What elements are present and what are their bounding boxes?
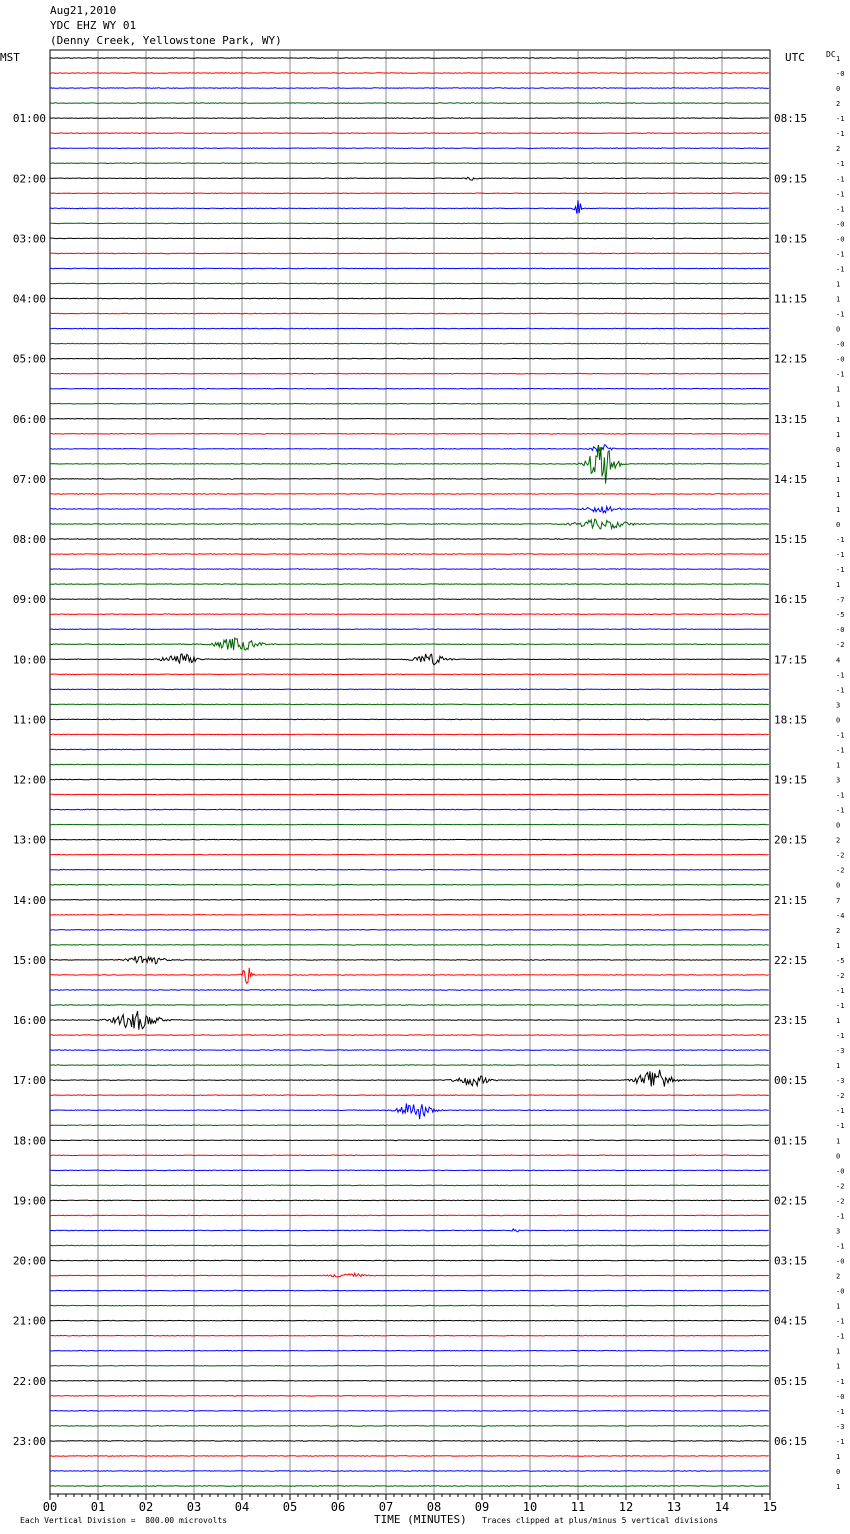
dc-offset-label: -1: [836, 1032, 845, 1041]
dc-offset-label: -1: [836, 1377, 845, 1386]
right-hour-label: 03:15: [774, 1254, 808, 1268]
seismic-trace: [50, 1215, 769, 1216]
dc-offset-label: 0: [836, 520, 841, 529]
seismic-trace: [50, 1185, 769, 1186]
seismic-trace: [50, 223, 769, 224]
seismic-trace: [50, 373, 769, 374]
left-hour-label: 17:00: [12, 1074, 46, 1088]
x-tick-label: 02: [138, 1500, 154, 1514]
dc-offset-label: -5: [836, 611, 845, 620]
seismic-trace: [50, 968, 769, 984]
dc-offset-label: -1: [836, 731, 845, 740]
left-hour-label: 11:00: [12, 713, 46, 727]
right-hour-label: 02:15: [774, 1194, 808, 1208]
seismic-trace: [50, 584, 769, 585]
dc-offset-label: -1: [836, 310, 845, 319]
dc-offset-label: -0: [836, 340, 845, 349]
dc-offset-label: -0: [836, 220, 845, 229]
seismic-trace: [50, 118, 769, 119]
left-hour-label: 19:00: [12, 1194, 46, 1208]
seismic-trace: [50, 1486, 769, 1487]
dc-offset-label: -3: [836, 1422, 845, 1431]
dc-offset-label: -0: [836, 1167, 845, 1176]
dc-offset-label: 0: [836, 445, 841, 454]
dc-offset-label: 1: [836, 1137, 841, 1146]
left-hour-label: 05:00: [12, 352, 46, 366]
dc-offset-label: 0: [836, 1467, 841, 1476]
seismic-trace: [50, 569, 769, 570]
dc-offset-label: 1: [836, 295, 841, 304]
left-hour-label: 06:00: [12, 412, 46, 426]
dc-offset-label: 2: [836, 836, 841, 845]
dc-offset-label: -1: [836, 160, 845, 169]
dc-offset-label: -1: [836, 1317, 845, 1326]
seismic-trace: [50, 268, 769, 269]
seismic-trace: [50, 1426, 769, 1427]
seismic-trace: [50, 809, 769, 810]
dc-offset-label: 2: [836, 145, 841, 154]
dc-offset-label: -1: [836, 250, 845, 259]
dc-offset-label: -1: [836, 1242, 845, 1251]
dc-offset-label: 0: [836, 716, 841, 725]
dc-offset-label: -2: [836, 851, 845, 860]
seismic-trace: [50, 1350, 769, 1351]
seismic-trace: [50, 343, 769, 344]
right-timezone-label: UTC: [785, 51, 805, 64]
seismic-trace: [50, 599, 769, 600]
scale-note: Each Vertical Division = 800.00 microvolts: [20, 1516, 228, 1525]
left-hour-label: 18:00: [12, 1134, 46, 1148]
right-hour-label: 16:15: [774, 593, 808, 607]
seismic-trace: [50, 1381, 769, 1382]
dc-offset-label: -0: [836, 1257, 845, 1266]
dc-offset-label: -2: [836, 641, 845, 650]
seismic-trace: [50, 479, 769, 480]
x-tick-label: 03: [186, 1500, 202, 1514]
x-tick-label: 01: [90, 1500, 106, 1514]
seismic-trace: [50, 103, 769, 104]
x-axis-label: TIME (MINUTES): [374, 1513, 467, 1526]
seismic-trace: [50, 794, 769, 795]
dc-offset-label: -1: [836, 671, 845, 680]
left-hour-label: 09:00: [12, 593, 46, 607]
right-hour-label: 05:15: [774, 1374, 808, 1388]
dc-offset-label: 1: [836, 1362, 841, 1371]
seismic-trace: [50, 764, 769, 765]
plot-date: Aug21,2010: [50, 4, 117, 17]
dc-offset-label: 0: [836, 325, 841, 334]
seismic-trace: [50, 73, 769, 74]
dc-offset-label: 1: [836, 280, 841, 289]
dc-offset-label: 1: [836, 1302, 841, 1311]
seismic-trace: [50, 1035, 769, 1036]
dc-offset-label: 0: [836, 1152, 841, 1161]
dc-offset-label: 1: [836, 1347, 841, 1356]
dc-offset-label: 0: [836, 821, 841, 830]
dc-offset-label: 2: [836, 100, 841, 109]
dc-offset-label: -5: [836, 956, 845, 965]
seismic-trace: [50, 638, 769, 650]
left-hour-label: 23:00: [12, 1434, 46, 1448]
seismic-trace: [50, 253, 769, 254]
seismic-trace: [50, 839, 769, 840]
seismic-trace: [50, 238, 769, 239]
dc-offset-label: 1: [836, 581, 841, 590]
seismic-trace: [50, 749, 769, 750]
dc-offset-label: 1: [836, 475, 841, 484]
dc-offset-label: 3: [836, 701, 841, 710]
dc-offset-label: 2: [836, 926, 841, 935]
seismic-trace: [50, 419, 769, 420]
dc-offset-label: 1: [836, 1062, 841, 1071]
right-hour-label: 14:15: [774, 472, 808, 486]
left-hour-label: 10:00: [12, 653, 46, 667]
left-hour-label: 14:00: [12, 893, 46, 907]
dc-offset-label: 1: [836, 1017, 841, 1026]
dc-offset-label: -1: [836, 1407, 845, 1416]
dc-offset-label: -1: [836, 265, 845, 274]
dc-offset-label: 1: [836, 55, 841, 63]
dc-offset-label: -0: [836, 70, 845, 79]
x-tick-label: 13: [666, 1500, 682, 1514]
x-tick-label: 14: [714, 1500, 730, 1514]
dc-offset-label: -1: [836, 130, 845, 139]
seismic-trace: [50, 884, 769, 885]
seismic-trace: [50, 1095, 769, 1096]
dc-offset-label: 1: [836, 385, 841, 394]
seismic-trace: [50, 58, 769, 59]
dc-offset-label: -1: [836, 686, 845, 695]
dc-offset-label: 0: [836, 85, 841, 94]
x-tick-label: 10: [522, 1500, 538, 1514]
seismic-trace: [50, 900, 769, 901]
dc-offset-label: -1: [836, 536, 845, 545]
seismic-trace: [50, 519, 769, 529]
dc-offset-label: -0: [836, 1392, 845, 1401]
seismic-trace: [50, 283, 769, 284]
dc-offset-label: -1: [836, 1212, 845, 1221]
dc-offset-label: -3: [836, 1077, 845, 1086]
seismic-trace: [50, 689, 769, 690]
x-tick-label: 15: [762, 1500, 778, 1514]
right-hour-label: 23:15: [774, 1014, 808, 1028]
seismic-trace: [50, 945, 769, 946]
right-hour-label: 09:15: [774, 172, 808, 186]
seismic-trace: [50, 1335, 769, 1336]
seismic-trace: [50, 434, 769, 435]
seismic-trace: [50, 990, 769, 991]
x-tick-label: 09: [474, 1500, 490, 1514]
dc-offset-label: -1: [836, 791, 845, 800]
dc-offset-label: 1: [836, 400, 841, 409]
clip-note: Traces clipped at plus/minus 5 vertical divisions: [482, 1516, 719, 1525]
right-hour-label: 08:15: [774, 112, 808, 126]
seismic-trace: [50, 1170, 769, 1171]
seismic-trace: [50, 539, 769, 540]
seismic-trace: [50, 654, 769, 665]
seismic-trace: [50, 1140, 769, 1141]
dc-label: DC: [826, 50, 836, 59]
dc-offset-label: -2: [836, 1092, 845, 1101]
dc-offset-label: 1: [836, 415, 841, 424]
seismic-trace: [50, 298, 769, 299]
seismic-trace: [50, 1320, 769, 1321]
dc-offset-label: -1: [836, 205, 845, 214]
seismic-trace: [50, 445, 769, 483]
seismic-trace: [50, 869, 769, 870]
seismic-trace: [50, 163, 769, 164]
right-hour-label: 11:15: [774, 292, 808, 306]
seismic-trace: [50, 1365, 769, 1366]
seismic-trace: [50, 1104, 769, 1120]
dc-offset-label: 1: [836, 1483, 841, 1491]
left-hour-label: 04:00: [12, 292, 46, 306]
dc-offset-label: -1: [836, 551, 845, 560]
seismic-trace: [50, 1273, 769, 1277]
right-hour-label: 12:15: [774, 352, 808, 366]
dc-offset-label: 3: [836, 1227, 841, 1236]
dc-offset-label: -0: [836, 626, 845, 635]
dc-offset-label: -1: [836, 1437, 845, 1446]
x-tick-label: 11: [570, 1500, 586, 1514]
seismic-trace: [50, 494, 769, 495]
seismic-trace: [50, 1456, 769, 1457]
right-hour-label: 13:15: [774, 412, 808, 426]
seismic-trace: [50, 1441, 769, 1442]
dc-offset-label: -2: [836, 866, 845, 875]
right-hour-label: 00:15: [774, 1074, 808, 1088]
right-hour-label: 20:15: [774, 833, 808, 847]
x-tick-label: 00: [42, 1500, 58, 1514]
left-hour-label: 16:00: [12, 1014, 46, 1028]
dc-offset-label: 2: [836, 1272, 841, 1281]
seismic-trace: [50, 507, 769, 513]
seismic-trace: [50, 1155, 769, 1156]
seismic-trace: [50, 358, 769, 359]
dc-offset-label: 1: [836, 505, 841, 514]
dc-offset-label: -0: [836, 355, 845, 364]
dc-offset-label: -1: [836, 1107, 845, 1116]
seismic-trace: [50, 1200, 769, 1201]
right-hour-label: 21:15: [774, 893, 808, 907]
dc-offset-label: -1: [836, 986, 845, 995]
right-hour-label: 18:15: [774, 713, 808, 727]
seismic-trace: [50, 1305, 769, 1306]
left-hour-label: 22:00: [12, 1374, 46, 1388]
seismic-trace: [50, 1260, 769, 1261]
right-hour-label: 10:15: [774, 232, 808, 246]
left-hour-label: 21:00: [12, 1314, 46, 1328]
left-hour-label: 02:00: [12, 172, 46, 186]
seismic-trace: [50, 88, 769, 89]
seismic-trace: [50, 1471, 769, 1472]
left-hour-label: 13:00: [12, 833, 46, 847]
seismic-trace: [50, 1005, 769, 1006]
seismic-trace: [50, 614, 769, 615]
seismic-trace: [50, 1070, 769, 1087]
seismic-trace: [50, 554, 769, 555]
dc-offset-label: 3: [836, 776, 841, 785]
dc-offset-label: -1: [836, 370, 845, 379]
right-hour-label: 17:15: [774, 653, 808, 667]
dc-offset-label: 7: [836, 896, 841, 905]
seismic-trace: [50, 1011, 769, 1030]
dc-offset-label: -1: [836, 746, 845, 755]
dc-offset-label: -1: [836, 190, 845, 199]
seismic-trace: [50, 915, 769, 916]
x-tick-label: 07: [378, 1500, 394, 1514]
left-hour-label: 15:00: [12, 953, 46, 967]
seismic-trace: [50, 1290, 769, 1291]
dc-offset-label: -0: [836, 235, 845, 244]
left-hour-label: 08:00: [12, 533, 46, 547]
left-hour-label: 01:00: [12, 112, 46, 126]
plot-location: (Denny Creek, Yellowstone Park, WY): [50, 34, 282, 47]
dc-offset-label: 1: [836, 460, 841, 469]
seismic-trace: [50, 328, 769, 329]
seismic-trace: [50, 148, 769, 149]
right-hour-label: 06:15: [774, 1434, 808, 1448]
dc-offset-label: -1: [836, 1122, 845, 1131]
right-hour-label: 01:15: [774, 1134, 808, 1148]
seismic-trace: [50, 133, 769, 134]
dc-offset-label: 1: [836, 490, 841, 499]
seismic-trace: [50, 704, 769, 705]
left-hour-label: 12:00: [12, 773, 46, 787]
dc-offset-label: -0: [836, 1287, 845, 1296]
dc-offset-label: 0: [836, 881, 841, 890]
dc-offset-label: -1: [836, 566, 845, 575]
seismic-trace: [50, 1065, 769, 1066]
dc-offset-label: -4: [836, 911, 845, 920]
dc-offset-label: 4: [836, 656, 841, 665]
seismic-trace: [50, 1411, 769, 1412]
x-tick-label: 05: [282, 1500, 298, 1514]
dc-offset-label: -3: [836, 1047, 845, 1056]
dc-offset-label: -1: [836, 115, 845, 124]
seismic-trace: [50, 1245, 769, 1246]
seismic-trace: [50, 629, 769, 630]
seismic-trace: [50, 674, 769, 675]
seismic-trace: [50, 854, 769, 855]
seismic-trace: [50, 779, 769, 780]
seismic-trace: [50, 930, 769, 931]
seismic-trace: [50, 193, 769, 194]
left-timezone-label: MST: [0, 51, 20, 64]
dc-offset-label: 1: [836, 941, 841, 950]
seismic-trace: [50, 403, 769, 404]
dc-offset-label: -2: [836, 1182, 845, 1191]
left-hour-label: 03:00: [12, 232, 46, 246]
x-tick-label: 06: [330, 1500, 346, 1514]
left-hour-label: 20:00: [12, 1254, 46, 1268]
dc-offset-label: -1: [836, 1001, 845, 1010]
seismic-trace: [50, 734, 769, 735]
seismic-trace: [50, 824, 769, 825]
plot-station: YDC EHZ WY 01: [50, 19, 137, 32]
dc-offset-label: 1: [836, 430, 841, 439]
seismic-trace: [50, 956, 769, 964]
seismic-trace: [50, 1229, 769, 1232]
right-hour-label: 19:15: [774, 773, 808, 787]
dc-offset-label: -2: [836, 1197, 845, 1206]
seismic-trace: [50, 200, 769, 214]
seismic-trace: [50, 177, 769, 180]
right-hour-label: 04:15: [774, 1314, 808, 1328]
seismic-trace: [50, 1396, 769, 1397]
seismic-trace: [50, 719, 769, 720]
right-hour-label: 15:15: [774, 533, 808, 547]
seismic-trace: [50, 388, 769, 389]
dc-offset-label: 1: [836, 761, 841, 770]
dc-offset-label: 1: [836, 1452, 841, 1461]
seismic-trace: [50, 313, 769, 314]
dc-offset-label: -7: [836, 596, 845, 605]
plot-frame: [50, 50, 770, 1494]
seismic-trace: [50, 1050, 769, 1051]
seismic-trace: [50, 1125, 769, 1126]
x-tick-label: 08: [426, 1500, 442, 1514]
x-tick-label: 12: [618, 1500, 634, 1514]
dc-offset-label: -1: [836, 806, 845, 815]
seismic-trace: [50, 445, 769, 452]
dc-offset-label: -1: [836, 175, 845, 184]
x-tick-label: 04: [234, 1500, 250, 1514]
right-hour-label: 22:15: [774, 953, 808, 967]
left-hour-label: 07:00: [12, 472, 46, 486]
dc-offset-label: -2: [836, 971, 845, 980]
dc-offset-label: -1: [836, 1332, 845, 1341]
